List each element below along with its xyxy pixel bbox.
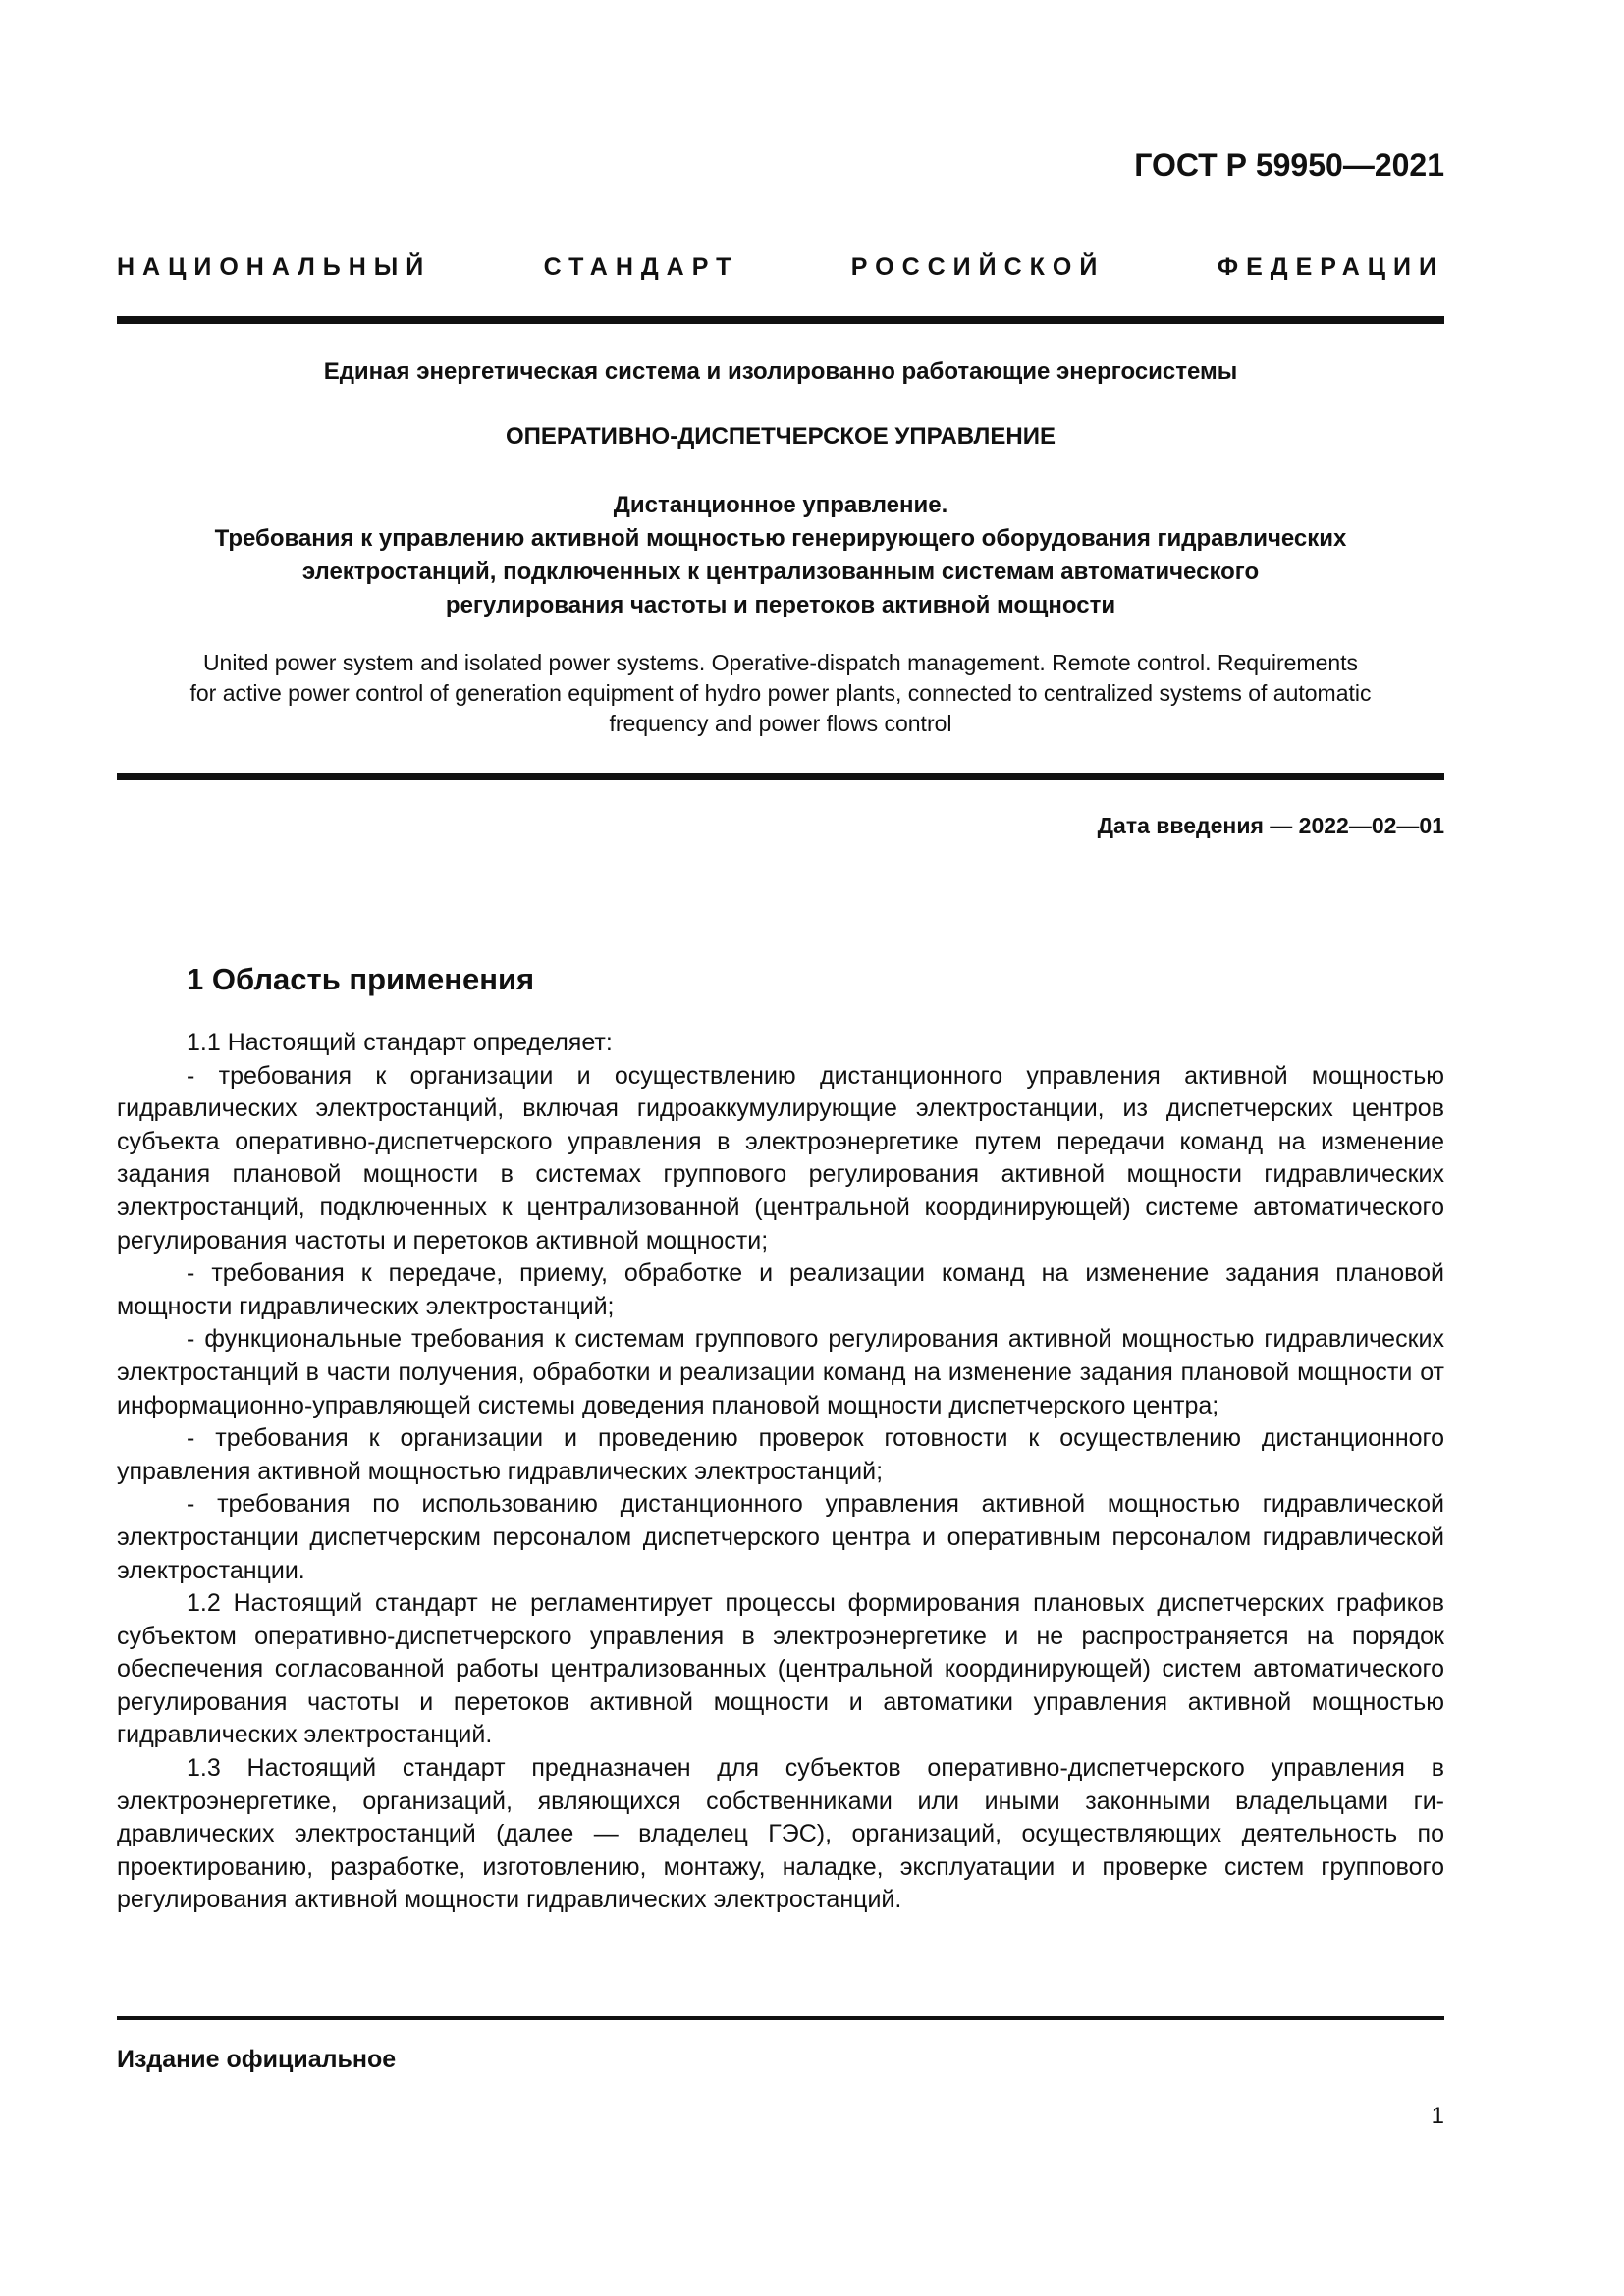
document-code: ГОСТ Р 59950—2021 [1134,147,1444,183]
document-title [117,489,1444,622]
english-title-line: frequency and power flows control [609,711,952,736]
english-title-line: United power system and isolated power systems. Operative-dispatch management. Remote control. Requirements [202,650,1359,675]
title-line: регулирования частоты и перетоков активной мощности [445,592,1116,618]
section-body [117,1027,1444,1917]
paragraph: 1.3 Настоящий стандарт предназначен для субъектов оперативно-диспетчерского управления в электроэнергетике, организаций, являющихся собственниками или иными законными владельцами гидравлических электростанций (далее — владелец ГЭС), организаций, осуществляющих деятельность по проектированию, разработке, изготовлению, монтажу, наладке, эксплуатации и проверке систем группового регулирования активной мощности гидравлических электростанций. [117,1754,1444,1914]
paragraph: - требования по использованию дистанционного управления активной мощностью гидравлической электростанции диспетчерским персоналом диспетчерского центра и оперативным персоналом гидравлической электростанции. [117,1490,1444,1584]
english-title-line: for active power control of generation equipment of hydro power plants, connected to centralized systems of automatic [189,680,1372,706]
top-divider [117,316,1444,324]
introduction-date: Дата введения — 2022—02—01 [1097,813,1444,838]
section-title: 1 Область применения [187,962,535,996]
middle-divider [117,773,1444,780]
title-line: Дистанционное управление. [613,492,948,518]
title-line: Требования к управлению активной мощностью генерирующего оборудования гидравлических [214,525,1347,552]
paragraph: - требования к передаче, приему, обработке и реализации команд на изменение задания плановой мощности гидравлических электростанций; [117,1259,1444,1320]
paragraph: 1.1 Настоящий стандарт определяет: [187,1029,613,1056]
paragraph: - требования к организации и осуществлению дистанционного управления активной мощностью гидравлических электростанций, включая гидроаккумулирующие электростанции, из диспетчерских центров субъекта оперативно-диспетчерского управления в электроэнергетике путем передачи команд на изменение задания плановой мощности в системах группового регулирования активной мощности гидравлических электростанций, подключенных к централизованной (центральной координирующей) системе автоматического регулирования частоты и перетоков активной мощности; [117,1061,1444,1255]
official-edition-label: Издание официальное [117,2046,397,2073]
subtitle-dispatch: ОПЕРАТИВНО-ДИСПЕТЧЕРСКОЕ УПРАВЛЕНИЕ [506,423,1056,450]
footer-divider [117,2016,1444,2020]
title-line: электростанций, подключенных к централизованным системам автоматического [301,559,1260,585]
page-number: 1 [1431,2103,1444,2129]
subtitle-energy-system: Единая энергетическая система и изолированно работающие энергосистемы [323,358,1238,385]
paragraph: - функциональные требования к системам группового регулирования активной мощностью гидравлических электростанций в части получения, обработки и реализации команд на изменение задания плановой мощности от информационно-управляющей системы доведения плановой мощности диспетчерского центра; [117,1325,1444,1419]
paragraph: 1.2 Настоящий стандарт не регламентирует процессы формирования плановых диспетчерских графиков субъектом оперативно-диспетчерского управления в электроэнергетике и не распространяется на порядок обеспечения согласованной работы централизованных (центральной координирующей) систем автоматического регулирования частоты и перетоков активной мощности и автоматики управления активной мощностью гидравлических электростанций. [117,1589,1444,1749]
english-title [117,648,1444,739]
paragraph: - требования к организации и проведению проверок готовности к осуществлению дистанционного управления активной мощностью гидравлических электростанций; [117,1424,1444,1485]
national-standard-heading: НАЦИОНАЛЬНЫЙ СТАНДАРТ РОССИЙСКОЙ ФЕДЕРАЦИИ [117,253,1444,281]
